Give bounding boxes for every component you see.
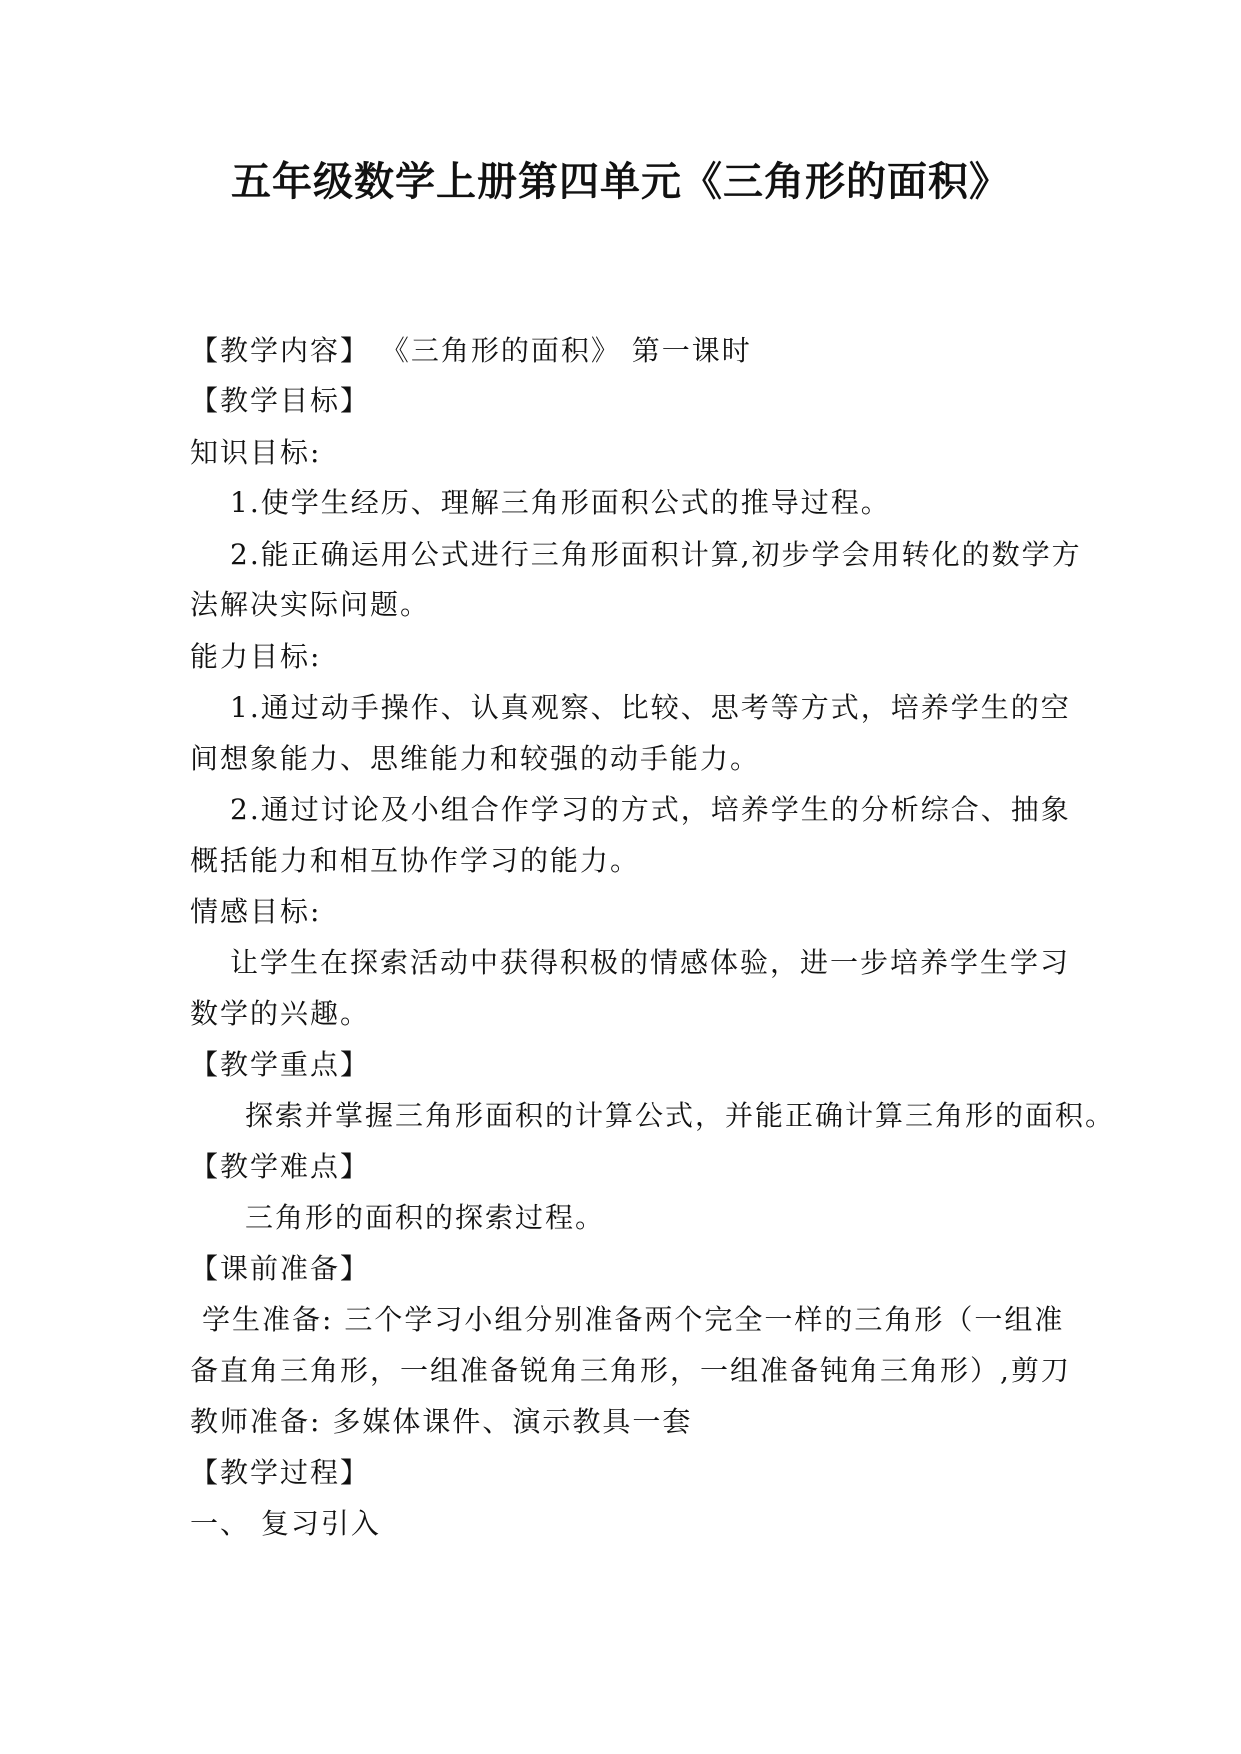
key-points-text: 探索并掌握三角形面积的计算公式，并能正确计算三角形的面积。 <box>245 1099 1116 1132</box>
teacher-preparation: 教师准备: 多媒体课件、演示教具一套 <box>190 1405 693 1438</box>
knowledge-goals-label: 知识目标: <box>190 436 322 469</box>
document-title: 五年级数学上册第四单元《三角形的面积》 <box>231 158 1010 205</box>
ability-goal-2-line-1: 2.通过讨论及小组合作学习的方式，培养学生的分析综合、抽象 <box>230 793 1071 826</box>
key-points-heading: 【教学重点】 <box>190 1048 371 1081</box>
review-intro-item: 一、 复习引入 <box>190 1507 381 1540</box>
teaching-process-heading: 【教学过程】 <box>190 1456 371 1489</box>
student-preparation-line-1: 学生准备: 三个学习小组分别准备两个完全一样的三角形（一组准 <box>202 1303 1065 1336</box>
emotion-goal-line-1: 让学生在探索活动中获得积极的情感体验，进一步培养学生学习 <box>230 946 1071 979</box>
ability-goal-1-line-2: 间想象能力、思维能力和较强的动手能力。 <box>190 742 761 775</box>
teaching-goals-heading: 【教学目标】 <box>190 384 371 417</box>
difficulties-heading: 【教学难点】 <box>190 1150 371 1183</box>
knowledge-goal-2-line-2: 法解决实际问题。 <box>190 588 431 621</box>
emotion-goals-label: 情感目标: <box>190 895 322 928</box>
ability-goal-2-line-2: 概括能力和相互协作学习的能力。 <box>190 844 641 877</box>
knowledge-goal-1: 1.使学生经历、理解三角形面积公式的推导过程。 <box>230 486 891 519</box>
teaching-content-line: 【教学内容】 《三角形的面积》 第一课时 <box>190 334 752 367</box>
ability-goals-label: 能力目标: <box>190 640 322 673</box>
ability-goal-1-line-1: 1.通过动手操作、认真观察、比较、思考等方式，培养学生的空 <box>230 691 1071 724</box>
student-preparation-line-2: 备直角三角形，一组准备锐角三角形，一组准备钝角三角形）,剪刀 <box>190 1354 1071 1387</box>
knowledge-goal-2-line-1: 2.能正确运用公式进行三角形面积计算,初步学会用转化的数学方 <box>230 538 1082 571</box>
difficulties-text: 三角形的面积的探索过程。 <box>245 1201 606 1234</box>
preparation-heading: 【课前准备】 <box>190 1252 371 1285</box>
emotion-goal-line-2: 数学的兴趣。 <box>190 997 371 1030</box>
